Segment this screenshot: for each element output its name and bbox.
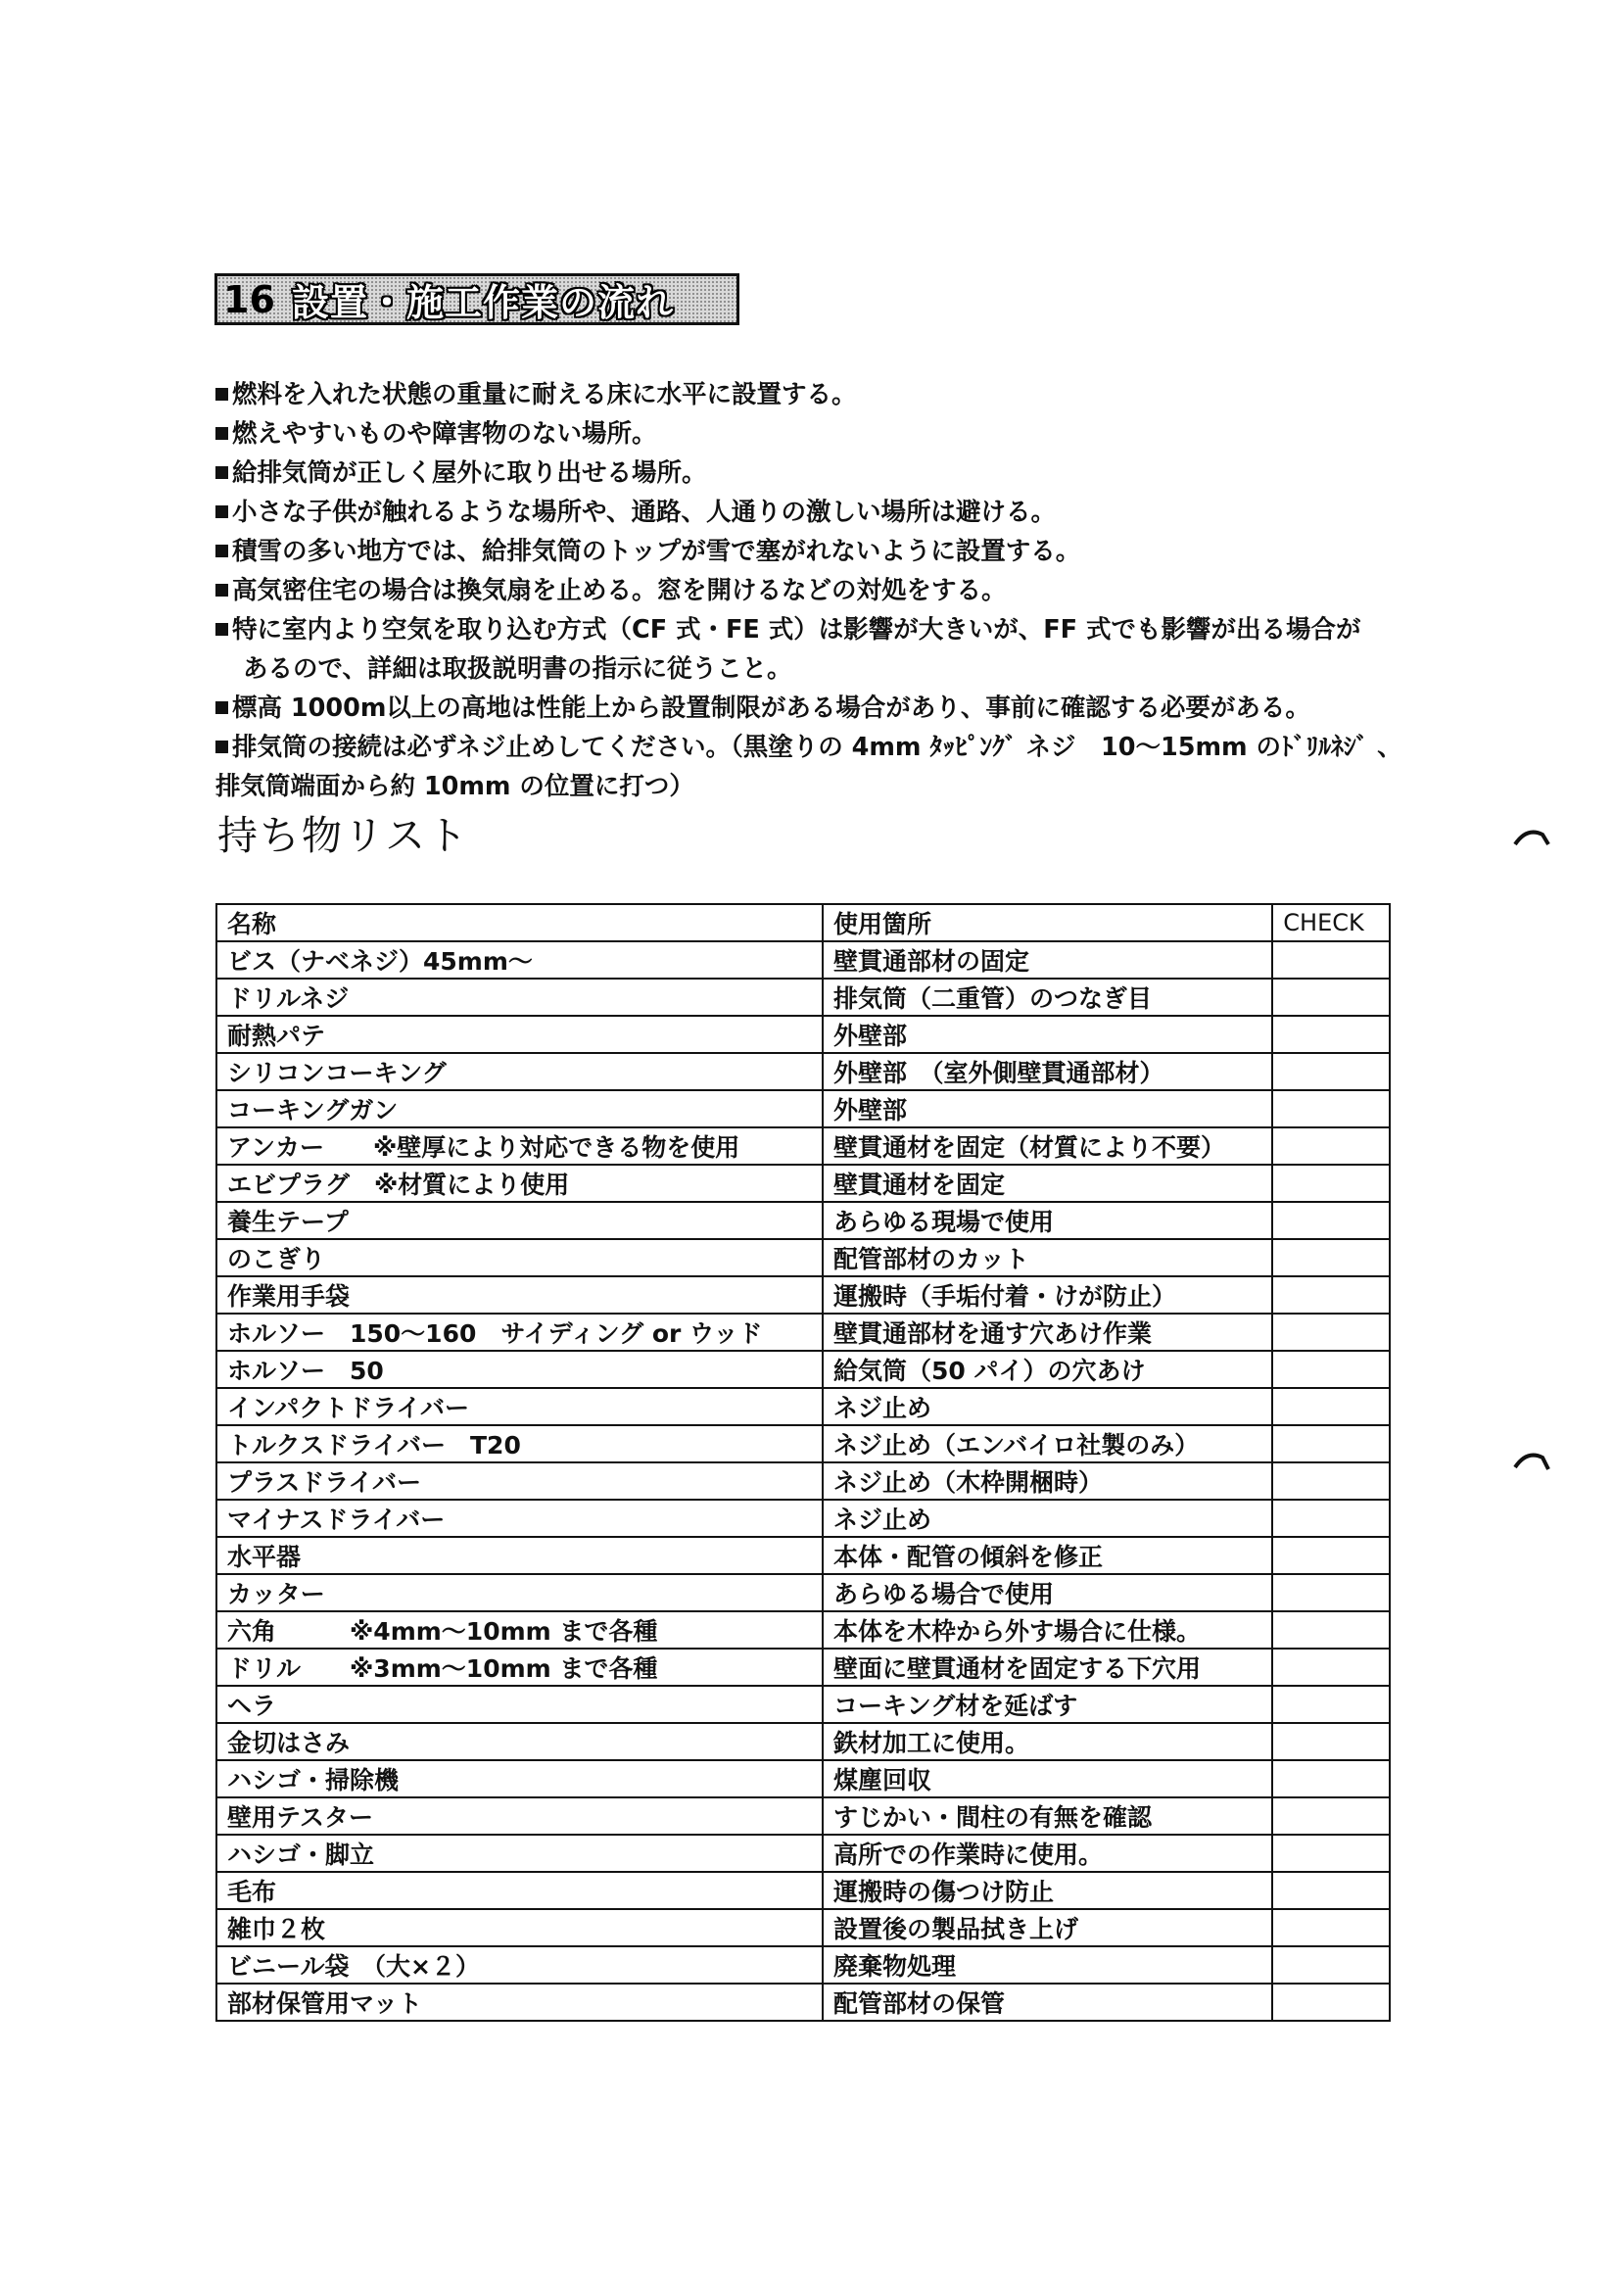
table-row [216,1239,1390,1276]
table-row [216,1314,1390,1351]
table-row [216,1760,1390,1797]
item-name-cell: ホルソー 150～160 サイディング or ウッド [216,1314,823,1351]
section-header [214,273,739,325]
list-title: 持ち物リスト [217,812,470,859]
item-name-cell: ドリル ※3mm～10mm まで各種 [216,1649,823,1686]
note-item: 小さな子供が触れるような場所や、通路、人通りの激しい場所は避ける。 [215,493,1410,532]
table-row [216,1090,1390,1127]
table-header-row [216,904,1390,941]
item-name-cell: コーキングガン [216,1090,823,1127]
section-number: 16 [223,277,275,321]
check-cell[interactable] [1272,1239,1390,1276]
table-row [216,1946,1390,1984]
note-item: 高気密住宅の場合は換気扇を止める。窓を開けるなどの対処をする。 [215,571,1410,610]
check-cell[interactable] [1272,1574,1390,1611]
table-row [216,1909,1390,1946]
item-name-cell: 耐熱パテ [216,1016,823,1053]
table-row [216,1574,1390,1611]
notes-list [215,375,1410,806]
item-name-cell: ハシゴ・脚立 [216,1835,823,1872]
item-usage-cell: ネジ止め [823,1500,1272,1537]
check-cell[interactable] [1272,1835,1390,1872]
check-cell[interactable] [1272,1462,1390,1500]
note-continuation: 排気筒端面から約 10mm の位置に打つ） [215,772,694,801]
check-cell[interactable] [1272,1127,1390,1165]
item-name-cell: インパクトドライバー [216,1388,823,1425]
item-name-cell: 雑巾２枚 [216,1909,823,1946]
item-name-cell: アンカー ※壁厚により対応できる物を使用 [216,1127,823,1165]
check-cell[interactable] [1272,1649,1390,1686]
header-check: CHECK [1272,904,1390,941]
check-cell[interactable] [1272,1611,1390,1649]
table-row [216,1425,1390,1462]
tools-table [215,903,1391,2022]
item-usage-cell: すじかい・間柱の有無を確認 [823,1797,1272,1835]
check-cell[interactable] [1272,1537,1390,1574]
item-usage-cell: 外壁部 [823,1016,1272,1053]
header-name: 名称 [216,904,823,941]
item-name-cell: 部材保管用マット [216,1984,823,2021]
check-cell[interactable] [1272,1090,1390,1127]
check-cell[interactable] [1272,1909,1390,1946]
check-cell[interactable] [1272,1723,1390,1760]
item-name-cell: 作業用手袋 [216,1276,823,1314]
table-row [216,1872,1390,1909]
item-usage-cell: 設置後の製品拭き上げ [823,1909,1272,1946]
note-item: 積雪の多い地方では、給排気筒のトップが雪で塞がれないように設置する。 [215,532,1410,571]
check-cell[interactable] [1272,1202,1390,1239]
item-usage-cell: コーキング材を延ばす [823,1686,1272,1723]
note-item: 給排気筒が正しく屋外に取り出せる場所。 [215,454,1410,493]
square-bullet-icon [215,505,228,518]
section-title: 設置・施工作業の流れ [292,281,675,324]
item-name-cell: プラスドライバー [216,1462,823,1500]
item-usage-cell: 壁貫通部材の固定 [823,941,1272,979]
item-name-cell: ドリルネジ [216,979,823,1016]
note-item: 排気筒の接続は必ずネジ止めしてください。（黒塗りの 4mm ﾀｯﾋﾟﾝｸﾞ ネジ 10～15mm のﾄﾞﾘﾙﾈｼﾞ 、 [215,728,1410,767]
table-row [216,1202,1390,1239]
square-bullet-icon [215,584,228,597]
check-cell[interactable] [1272,1425,1390,1462]
table-row [216,1351,1390,1388]
item-usage-cell: 鉄材加工に使用。 [823,1723,1272,1760]
table-row [216,941,1390,979]
note-item: 特に室内より空気を取り込む方式（CF 式・FE 式）は影響が大きいが、FF 式でも影響が出る場合が [215,610,1410,649]
check-cell[interactable] [1272,979,1390,1016]
item-usage-cell: 廃棄物処理 [823,1946,1272,1984]
check-cell[interactable] [1272,1500,1390,1537]
table-row [216,1500,1390,1537]
check-cell[interactable] [1272,1984,1390,2021]
check-cell[interactable] [1272,941,1390,979]
item-name-cell: 毛布 [216,1872,823,1909]
item-usage-cell: 排気筒（二重管）のつなぎ目 [823,979,1272,1016]
scan-mark-icon [1513,1448,1552,1477]
square-bullet-icon [215,623,228,636]
table-row [216,1016,1390,1053]
item-name-cell: 金切はさみ [216,1723,823,1760]
table-row [216,1053,1390,1090]
item-name-cell: ヘラ [216,1686,823,1723]
item-name-cell: のこぎり [216,1239,823,1276]
check-cell[interactable] [1272,1797,1390,1835]
table-row [216,1611,1390,1649]
item-usage-cell: あらゆる場合で使用 [823,1574,1272,1611]
table-row [216,1984,1390,2021]
square-bullet-icon [215,741,228,753]
item-usage-cell: 壁面に壁貫通材を固定する下穴用 [823,1649,1272,1686]
table-row [216,1649,1390,1686]
table-row [216,1723,1390,1760]
table-row [216,1835,1390,1872]
table-row [216,1388,1390,1425]
item-name-cell: 水平器 [216,1537,823,1574]
item-usage-cell: 外壁部 [823,1090,1272,1127]
table-row [216,1462,1390,1500]
item-name-cell: 養生テープ [216,1202,823,1239]
item-name-cell: トルクスドライバー T20 [216,1425,823,1462]
check-cell[interactable] [1272,1314,1390,1351]
item-usage-cell: ネジ止め（エンバイロ社製のみ） [823,1425,1272,1462]
item-usage-cell: 配管部材の保管 [823,1984,1272,2021]
scan-mark-icon [1513,823,1552,852]
item-name-cell: ビニール袋 （大×２） [216,1946,823,1984]
item-usage-cell: 運搬時の傷つけ防止 [823,1872,1272,1909]
item-name-cell: カッター [216,1574,823,1611]
check-cell[interactable] [1272,1686,1390,1723]
item-usage-cell: 壁貫通材を固定（材質により不要） [823,1127,1272,1165]
square-bullet-icon [215,388,228,401]
check-cell[interactable] [1272,1276,1390,1314]
item-name-cell: エビプラグ ※材質により使用 [216,1165,823,1202]
check-cell[interactable] [1272,1053,1390,1090]
note-item: 標高 1000m以上の高地は性能上から設置制限がある場合があり、事前に確認する必要がある。 [215,689,1410,728]
item-name-cell: 六角 ※4mm～10mm まで各種 [216,1611,823,1649]
item-usage-cell: 本体を木枠から外す場合に仕様。 [823,1611,1272,1649]
check-cell[interactable] [1272,1351,1390,1388]
check-cell[interactable] [1272,1016,1390,1053]
note-continuation: あるので、詳細は取扱説明書の指示に従うこと。 [243,654,792,684]
table-row [216,1686,1390,1723]
table-row [216,1165,1390,1202]
square-bullet-icon [215,427,228,440]
item-usage-cell: あらゆる現場で使用 [823,1202,1272,1239]
check-cell[interactable] [1272,1946,1390,1984]
item-usage-cell: 煤塵回収 [823,1760,1272,1797]
table-row [216,979,1390,1016]
item-usage-cell: 高所での作業時に使用。 [823,1835,1272,1872]
item-usage-cell: 運搬時（手垢付着・けが防止） [823,1276,1272,1314]
item-name-cell: ハシゴ・掃除機 [216,1760,823,1797]
header-usage: 使用箇所 [823,904,1272,941]
item-usage-cell: ネジ止め（木枠開梱時） [823,1462,1272,1500]
item-usage-cell: 壁貫通材を固定 [823,1165,1272,1202]
item-name-cell: ホルソー 50 [216,1351,823,1388]
table-row [216,1276,1390,1314]
item-name-cell: 壁用テスター [216,1797,823,1835]
table-row [216,1537,1390,1574]
item-usage-cell: 外壁部 （室外側壁貫通部材） [823,1053,1272,1090]
check-cell[interactable] [1272,1760,1390,1797]
check-cell[interactable] [1272,1165,1390,1202]
item-usage-cell: ネジ止め [823,1388,1272,1425]
square-bullet-icon [215,701,228,714]
check-cell[interactable] [1272,1872,1390,1909]
item-usage-cell: 配管部材のカット [823,1239,1272,1276]
square-bullet-icon [215,466,228,479]
item-name-cell: シリコンコーキング [216,1053,823,1090]
square-bullet-icon [215,545,228,557]
check-cell[interactable] [1272,1388,1390,1425]
note-item: 燃えやすいものや障害物のない場所。 [215,414,1410,454]
item-usage-cell: 壁貫通部材を通す穴あけ作業 [823,1314,1272,1351]
note-item: 燃料を入れた状態の重量に耐える床に水平に設置する。 [215,375,1410,414]
item-usage-cell: 給気筒（50 パイ）の穴あけ [823,1351,1272,1388]
item-name-cell: ビス（ナベネジ）45mm～ [216,941,823,979]
table-row [216,1127,1390,1165]
item-usage-cell: 本体・配管の傾斜を修正 [823,1537,1272,1574]
table-row [216,1797,1390,1835]
item-name-cell: マイナスドライバー [216,1500,823,1537]
